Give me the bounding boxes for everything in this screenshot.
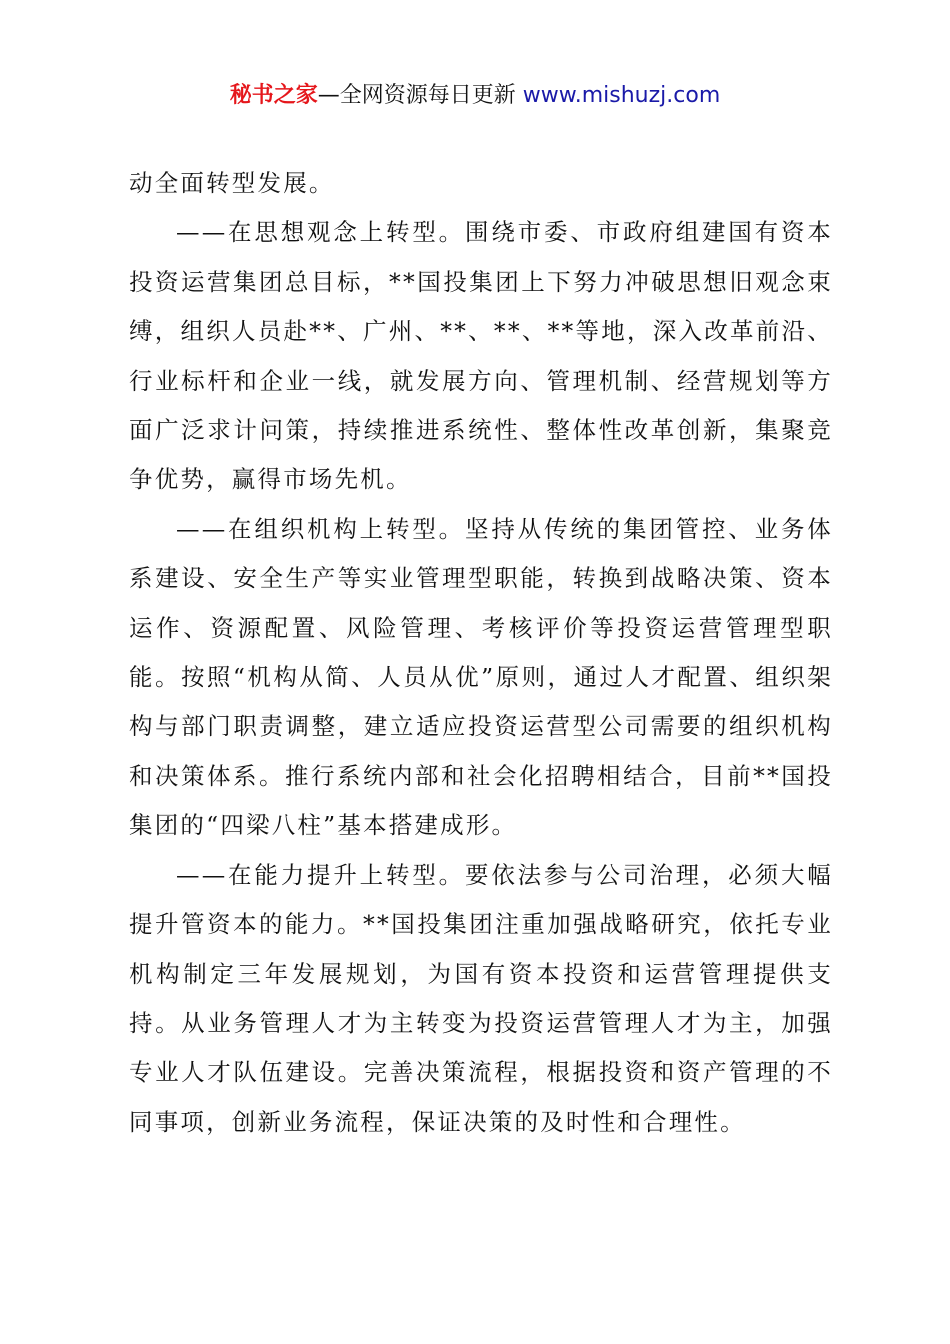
site-header	[0, 80, 950, 112]
site-brand: 秘书之家	[229, 83, 318, 108]
site-tagline: —全网资源每日更新	[317, 83, 523, 108]
paragraph-ideology: ——在思想观念上转型。围绕市委、市政府组建国有资本投资运营集团总目标，**国投集团上下努力冲破思想旧观念束缚，组织人员赴**、广州、**、**、**等地，深入改革前沿、行业标杆和企业一线，就发展方向、管理机制、经营规划等方面广泛求计问策，持续推进系统性、整体性改革创新，集聚竞争优势，赢得市场先机。	[129, 218, 833, 494]
paragraph-organization: ——在组织机构上转型。坚持从传统的集团管控、业务体系建设、安全生产等实业管理型职能，转换到战略决策、资本运作、资源配置、风险管理、考核评价等投资运营管理型职能。按照“机构从简、人员从优”原则，通过人才配置、组织架构与部门职责调整，建立适应投资运营型公司需要的组织机构和决策体系。推行系统内部和社会化招聘相结合，目前**国投集团的“四梁八柱”基本搭建成形。	[129, 514, 833, 840]
site-url-link[interactable]: www.mishuzj.com	[522, 83, 721, 108]
paragraph-continuation: 动全面转型发展。	[129, 169, 335, 197]
paragraph-capability: ——在能力提升上转型。要依法参与公司治理，必须大幅提升管资本的能力。**国投集团注重加强战略研究，依托专业机构制定三年发展规划，为国有资本投资和运营管理提供支持。从业务管理人才为主转变为投资运营管理人才为主，加强专业人才队伍建设。完善决策流程，根据投资和资产管理的不同事项，创新业务流程，保证决策的及时性和合理性。	[129, 860, 833, 1136]
document-body	[129, 159, 833, 1147]
